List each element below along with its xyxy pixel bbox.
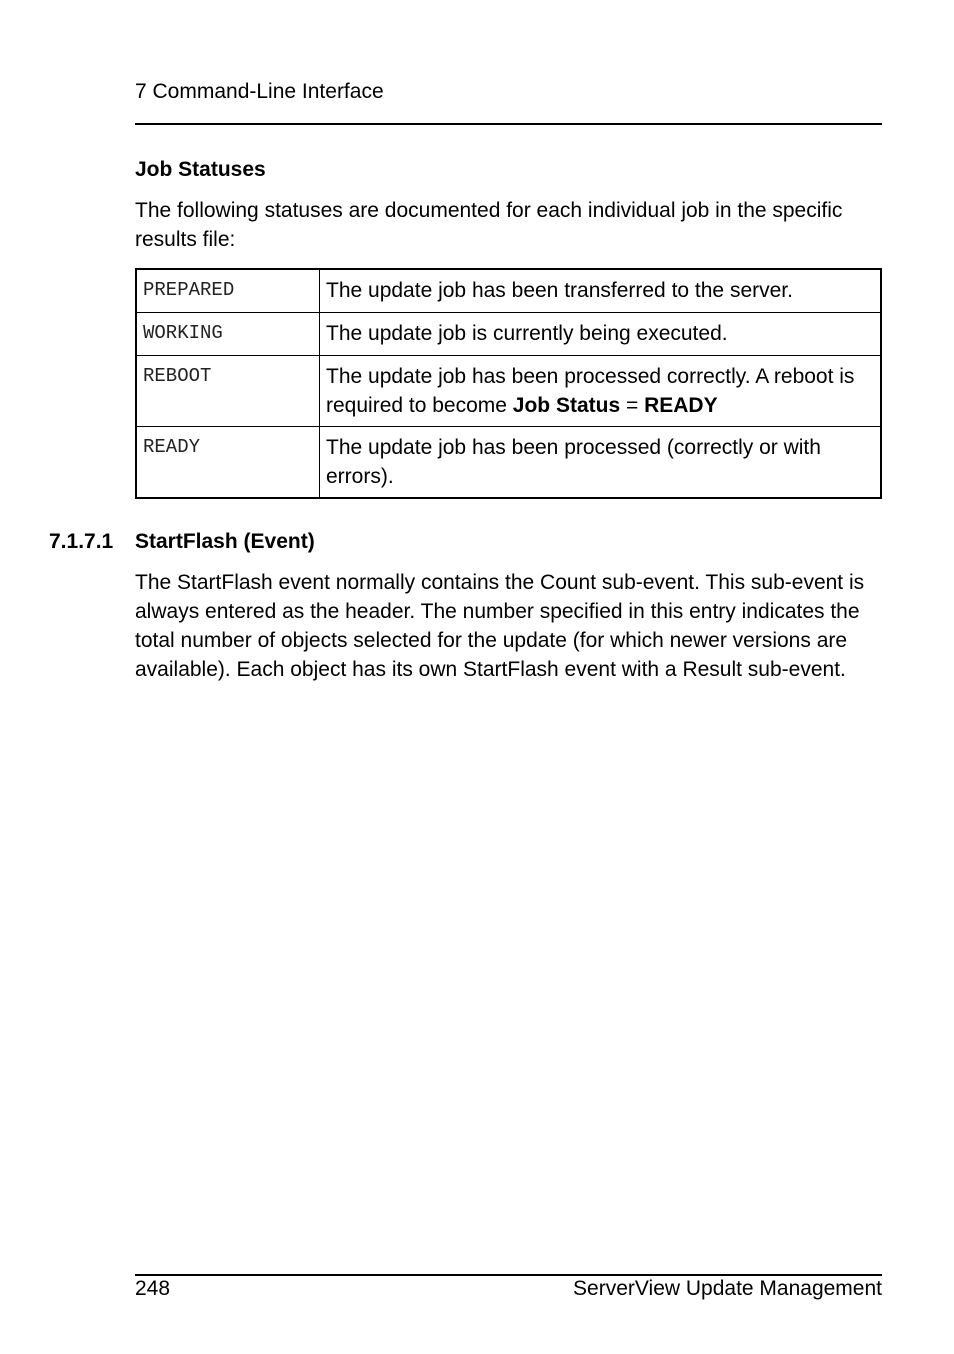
table-row (136, 313, 881, 356)
table-row (136, 269, 881, 313)
job-statuses-intro: The following statuses are documented for each individual job in the specific results file: (135, 199, 843, 251)
ready-term: READY (644, 394, 718, 417)
status-code: WORKING (136, 313, 320, 356)
job-status-table (135, 268, 882, 499)
job-statuses-heading: Job Statuses (135, 158, 266, 181)
equals-sign: = (620, 394, 645, 417)
status-description (320, 356, 882, 427)
table-row (136, 427, 881, 499)
running-header: 7 Command-Line Interface (135, 80, 384, 103)
status-description: The update job is currently being executed. (320, 313, 882, 356)
status-description: The update job has been processed (correctly or with errors). (320, 427, 882, 499)
page-number: 248 (135, 1277, 171, 1300)
table-row (136, 356, 881, 427)
section-title: StartFlash (Event) (135, 530, 315, 553)
footer-doc-title: ServerView Update Management (573, 1277, 882, 1300)
section-number: 7.1.7.1 (49, 530, 114, 553)
status-code: REBOOT (136, 356, 320, 427)
section-body: The StartFlash event normally contains the Count sub-event. This sub-event is always entered as the header. The number specified in this entry indicates the total number of objects selected for the update (for which newer versions are available). Each object has its own StartFlash event with a Result sub-event. (135, 571, 865, 681)
header-rule (135, 123, 882, 125)
status-code: READY (136, 427, 320, 499)
status-description-text: The update job has been processed correctly. A reboot is required to become (326, 365, 855, 417)
job-status-term: Job Status (512, 394, 621, 417)
status-description: The update job has been transferred to the server. (320, 269, 882, 313)
status-code: PREPARED (136, 269, 320, 313)
